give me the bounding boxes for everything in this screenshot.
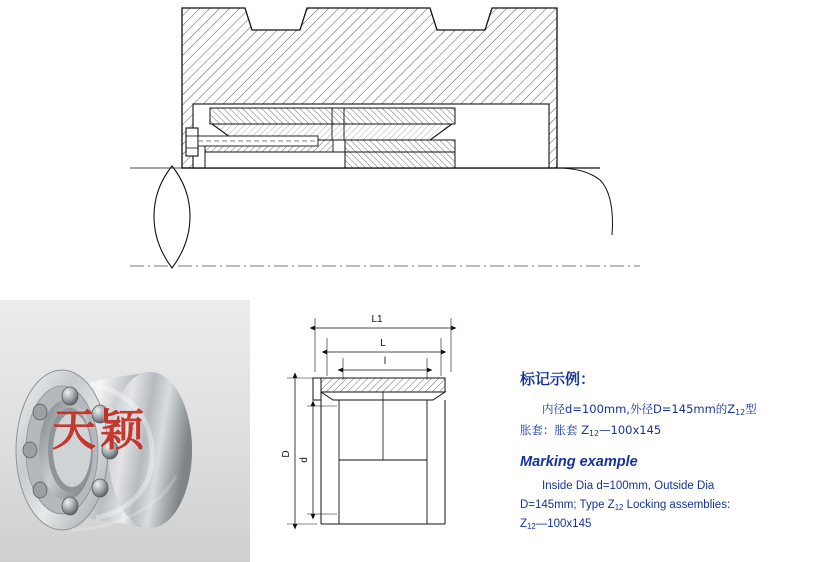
label-d: d: [299, 457, 310, 463]
marking-en-line-2: [520, 496, 820, 515]
label-L: L: [380, 338, 386, 349]
marking-title-en: Marking example: [520, 453, 638, 470]
marking-line-2-label: 胀套：: [520, 422, 555, 437]
label-l: l: [383, 356, 387, 367]
label-D: D: [281, 450, 292, 458]
marking-title-cn: 标记示例：: [520, 370, 596, 388]
watermark-text: 天颖: [52, 405, 148, 456]
marking-line-1-text: 内径d=100mm,外径D=145mm的Z: [542, 402, 736, 416]
marking-en-line-3-a: Z: [520, 517, 528, 530]
marking-line-2-value: 胀套 Z: [554, 422, 590, 437]
marking-line-2-tail: —100x145: [599, 422, 662, 437]
product-photo: [0, 300, 250, 562]
marking-en-line-2-b: Locking assemblies:: [623, 498, 731, 511]
label-L1: L1: [371, 314, 383, 325]
marking-en-line-2-sub: 12: [614, 502, 624, 512]
dimension-drawing: [255, 300, 510, 562]
marking-line-2-cn: [520, 422, 820, 440]
marking-en-line-2-a: D=145mm; Type Z: [520, 498, 615, 511]
marking-line-1-tail: 型: [745, 402, 757, 416]
marking-example-block: [520, 368, 820, 534]
marking-en-line-3: [520, 515, 820, 534]
marking-en-line-3-tail: —100x145: [535, 517, 592, 530]
marking-en-line-1: Inside Dia d=100mm, Outside Dia: [542, 479, 715, 492]
marking-en-line-3-sub: 12: [527, 521, 536, 531]
marking-line-1-sub: 12: [735, 407, 746, 417]
marking-line-2-sub: 12: [589, 428, 599, 438]
marking-line-1-cn: [520, 401, 820, 419]
